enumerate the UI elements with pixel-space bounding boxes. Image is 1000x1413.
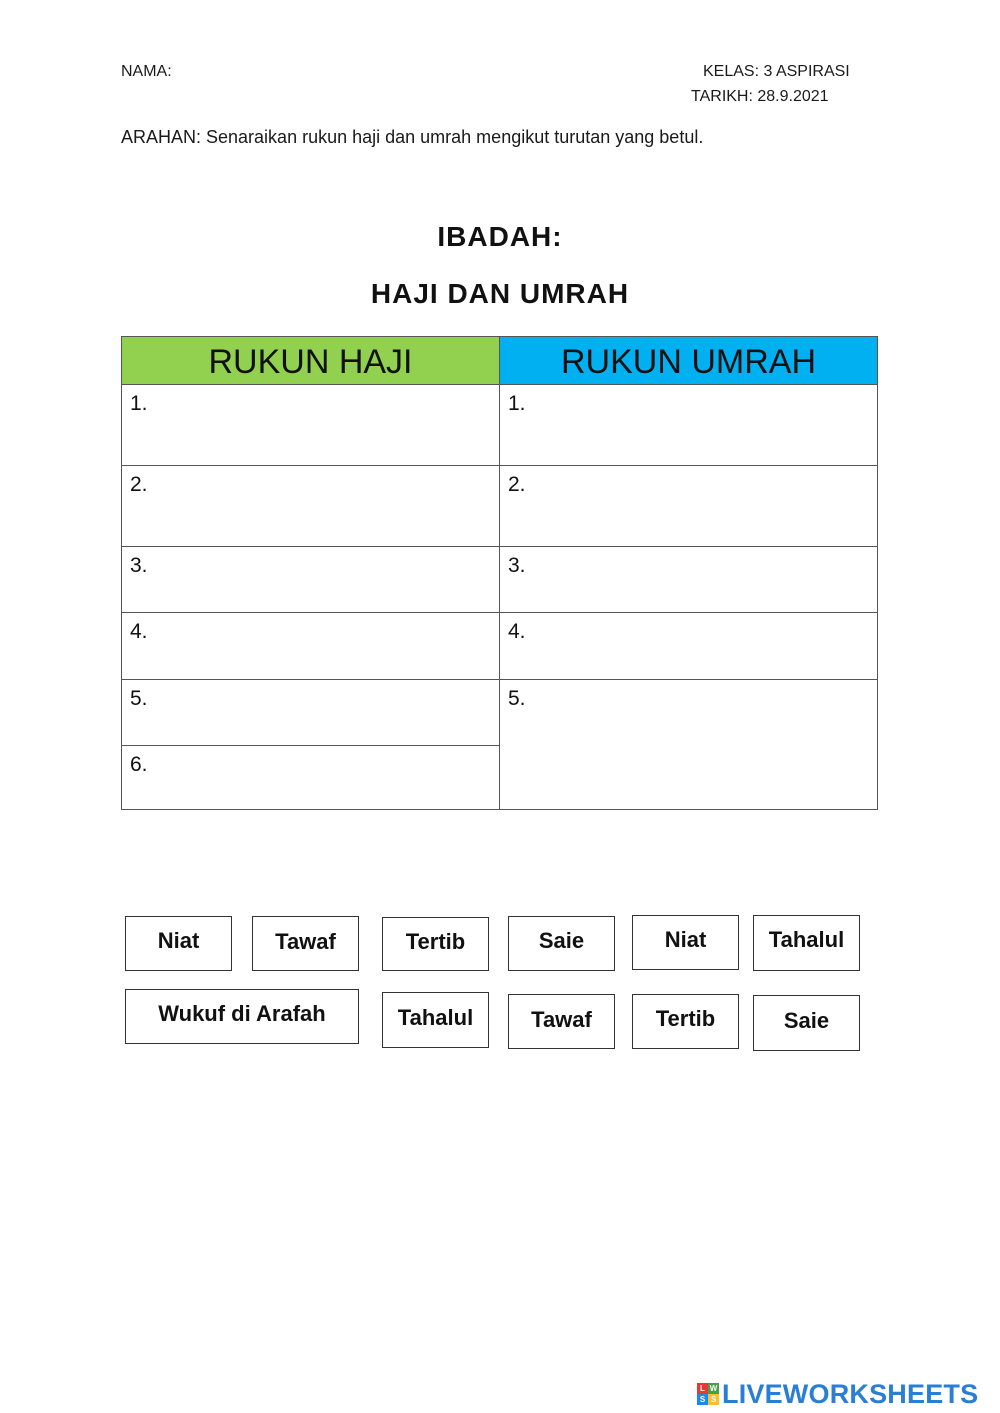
haji-answer-slot-4[interactable] [122, 612, 500, 679]
haji-row-number: 1. [130, 392, 148, 415]
haji-answer-slot-5[interactable] [122, 679, 500, 745]
haji-answer-slot-3[interactable] [122, 546, 500, 612]
haji-row-number: 3. [130, 554, 148, 577]
rukun-table [121, 336, 878, 810]
umrah-answer-slot-2[interactable] [500, 465, 877, 546]
logo-square-icon: S [697, 1394, 708, 1405]
haji-row-number: 2. [130, 473, 148, 496]
haji-row-number: 6. [130, 753, 148, 776]
word-chip-niat[interactable]: Niat [125, 916, 232, 971]
word-chip-tawaf[interactable]: Tawaf [252, 916, 359, 971]
liveworksheets-brand-text: LIVEWORKSHEETS [722, 1379, 979, 1409]
date-label: TARIKH: 28.9.2021 [691, 88, 829, 105]
liveworksheets-logo-icon [697, 1383, 719, 1405]
word-chip-niat[interactable]: Niat [632, 915, 739, 970]
page-title: IBADAH: [437, 221, 563, 252]
class-label: KELAS: 3 ASPIRASI [703, 63, 850, 80]
word-chip-wukuf-di-arafah[interactable]: Wukuf di Arafah [125, 989, 359, 1044]
umrah-answer-slot-3[interactable] [500, 546, 877, 612]
umrah-row-number: 3. [508, 554, 526, 577]
logo-square-icon: S [708, 1394, 719, 1405]
word-chip-tahalul[interactable]: Tahalul [382, 992, 489, 1048]
word-chip-tahalul[interactable]: Tahalul [753, 915, 860, 971]
haji-answer-slot-2[interactable] [122, 465, 500, 546]
umrah-row-number: 5. [508, 687, 526, 710]
column-header-rukun-umrah: RUKUN UMRAH [500, 337, 877, 384]
umrah-row-number: 1. [508, 392, 526, 415]
instruction-text: ARAHAN: Senaraikan rukun haji dan umrah mengikut turutan yang betul. [121, 127, 704, 147]
word-chip-saie[interactable]: Saie [508, 916, 615, 971]
umrah-answer-slot-5[interactable] [500, 679, 877, 809]
word-chip-tawaf[interactable]: Tawaf [508, 994, 615, 1049]
umrah-row-number: 4. [508, 620, 526, 643]
logo-square-icon: L [697, 1383, 708, 1394]
column-header-rukun-haji: RUKUN HAJI [122, 337, 500, 384]
umrah-answer-slot-1[interactable] [500, 384, 877, 465]
word-chip-saie[interactable]: Saie [753, 995, 860, 1051]
word-chip-tertib[interactable]: Tertib [632, 994, 739, 1049]
haji-answer-slot-6[interactable] [122, 745, 500, 809]
haji-answer-slot-1[interactable] [122, 384, 500, 465]
liveworksheets-logo [697, 1377, 978, 1411]
page-subtitle: HAJI DAN UMRAH [370, 278, 630, 309]
umrah-answer-slot-4[interactable] [500, 612, 877, 679]
name-label: NAMA: [121, 63, 172, 80]
logo-square-icon: W [709, 1384, 718, 1393]
haji-row-number: 5. [130, 687, 148, 710]
haji-row-number: 4. [130, 620, 148, 643]
word-chip-tertib[interactable]: Tertib [382, 917, 489, 971]
umrah-row-number: 2. [508, 473, 526, 496]
